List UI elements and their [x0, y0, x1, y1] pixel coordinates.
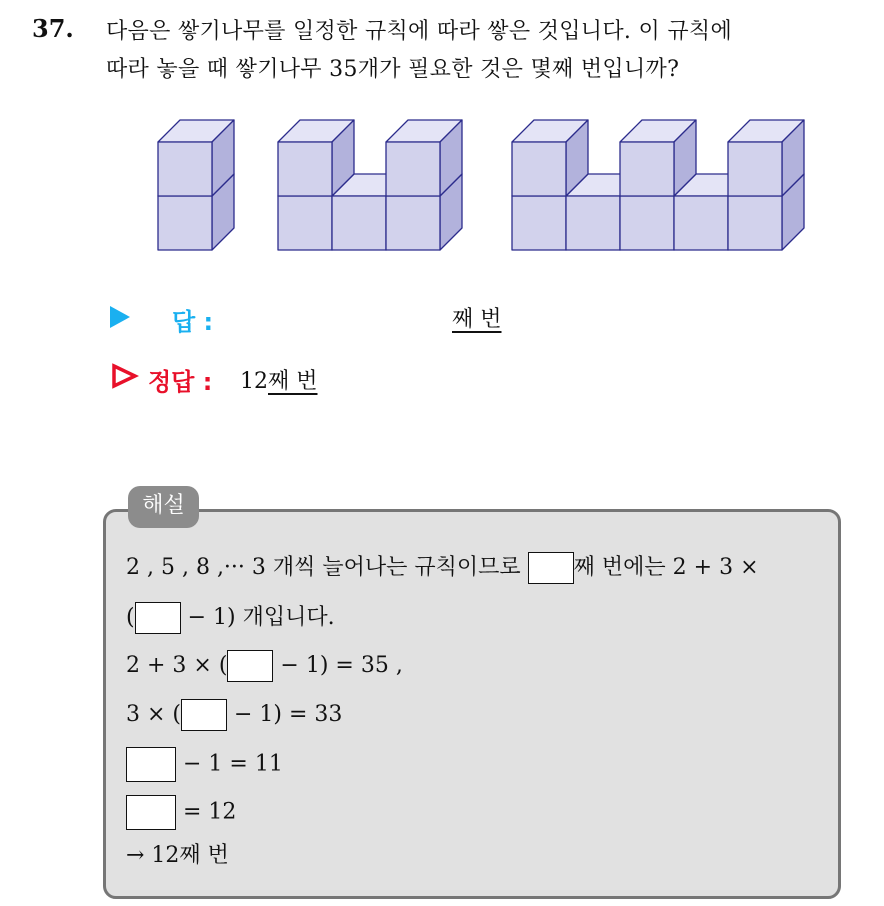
- explanation-text: (: [126, 605, 135, 630]
- explanation-line-1: [126, 550, 759, 584]
- cube-front-face: [512, 196, 566, 250]
- question-text-line-1: 다음은 쌓기나무를 일정한 규칙에 따라 쌓은 것입니다. 이 규칙에: [106, 19, 732, 44]
- explanation-line-7: → 12째 번: [126, 843, 229, 868]
- question-number: 37.: [32, 14, 74, 43]
- explanation-line-3: [126, 650, 403, 682]
- explanation-line-5: [126, 747, 283, 782]
- answer-blank: 째 번: [452, 307, 502, 332]
- correct-answer-number: 12: [240, 369, 268, 394]
- blank-box: [126, 795, 176, 830]
- explanation-line-6: [126, 795, 236, 830]
- cube-front-face: [512, 142, 566, 196]
- blank-box: [227, 650, 273, 682]
- explanation-text: 3 × (: [126, 702, 181, 727]
- correct-answer-label: 정답 :: [148, 368, 213, 396]
- explanation-text: 2 , 5 , 8 ,··· 3 개씩 늘어나는 규칙이므로: [126, 555, 521, 580]
- blank-box: [528, 552, 574, 584]
- explanation-line-2: [126, 600, 335, 634]
- cube-front-face: [620, 196, 674, 250]
- explanation-text: − 1) = 33: [234, 702, 343, 727]
- explanation-line-4: [126, 699, 342, 731]
- cube-front-face: [728, 142, 782, 196]
- blank-box: [181, 699, 227, 731]
- answer-arrow-icon: [110, 306, 130, 328]
- cube-front-face: [332, 196, 386, 250]
- cube-front-face: [158, 196, 212, 250]
- cube: [728, 120, 804, 196]
- cube-front-face: [278, 142, 332, 196]
- cube: [158, 120, 234, 196]
- cube-front-face: [620, 142, 674, 196]
- question-text-line-2: 따라 놓을 때 쌓기나무 35개가 필요한 것은 몇째 번입니까?: [106, 57, 680, 82]
- explanation-text: − 1) = 35 ,: [280, 653, 403, 678]
- cube: [512, 120, 588, 196]
- correct-answer-suffix: 째 번: [268, 369, 318, 394]
- explanation-text: = 12: [183, 799, 237, 825]
- cube-front-face: [386, 142, 440, 196]
- explanation-text: − 1) 개입니다.: [187, 605, 335, 630]
- correct-answer-arrow-icon: [111, 363, 139, 389]
- cube-front-face: [566, 196, 620, 250]
- cube: [620, 120, 696, 196]
- cube-front-face: [728, 196, 782, 250]
- blank-box: [126, 747, 176, 782]
- cube-front-face: [278, 196, 332, 250]
- explanation-text: − 1 = 11: [183, 751, 283, 777]
- cube: [278, 120, 354, 196]
- answer-label: 답 :: [172, 308, 214, 336]
- cube-front-face: [674, 196, 728, 250]
- correct-answer-value: [240, 364, 318, 395]
- explanation-text: 2 + 3 × (: [126, 653, 228, 678]
- explanation-tab: 해설: [128, 486, 199, 528]
- cube-front-face: [158, 142, 212, 196]
- stacked-cubes-figure: [150, 112, 810, 257]
- blank-box: [135, 602, 181, 634]
- cube-front-face: [386, 196, 440, 250]
- explanation-text: 째 번에는 2 + 3 ×: [573, 555, 759, 580]
- cube: [386, 120, 462, 196]
